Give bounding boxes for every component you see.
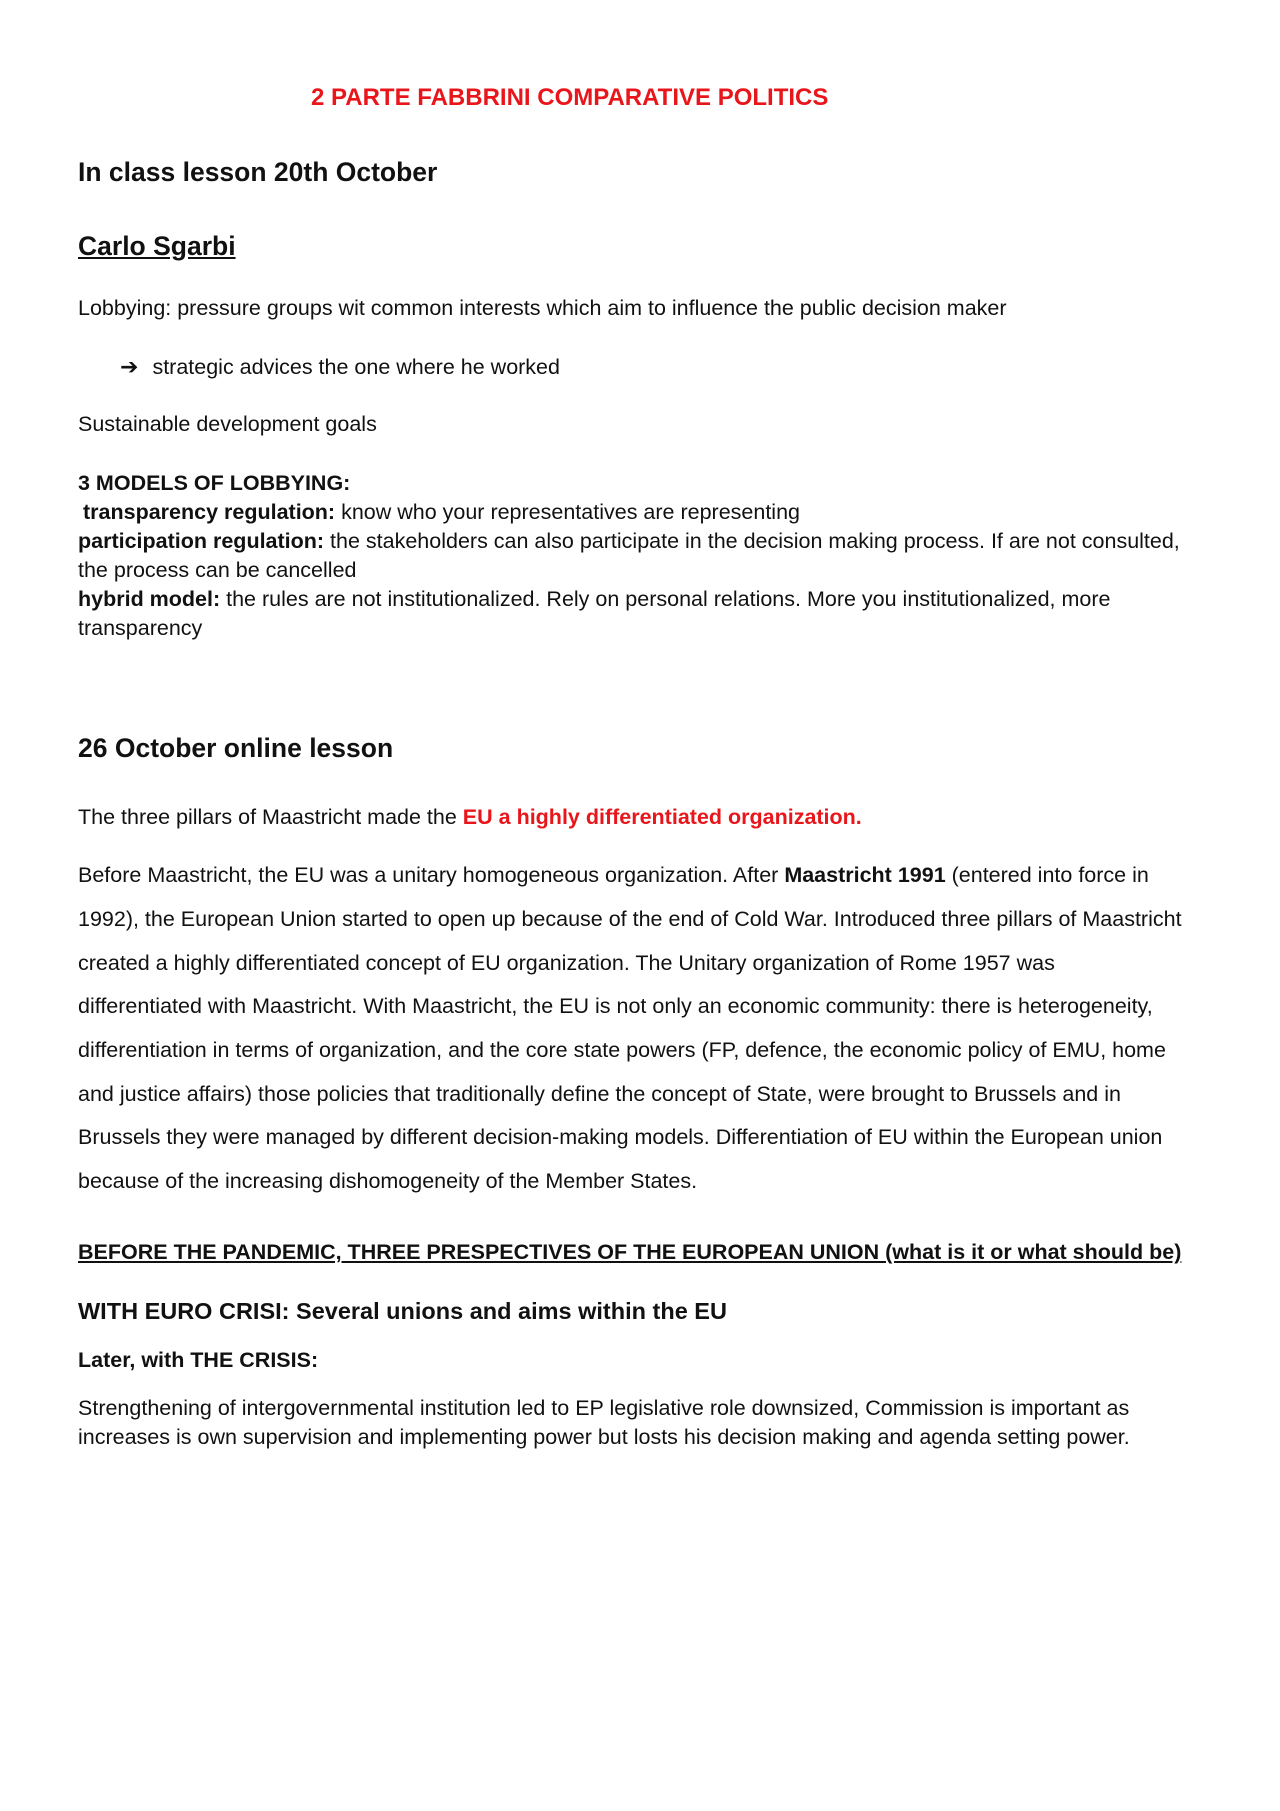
model-participation <box>78 529 1180 554</box>
model-participation-cont: the process can be cancelled <box>78 558 357 582</box>
model-text: the rules are not institutionalized. Rely on personal relations. More you institutionalized, more <box>220 587 1111 611</box>
para-line-4: differentiated with Maastricht. With Maastricht, the EU is not only an economic community: there is heterogeneity, <box>78 994 1153 1018</box>
bullet-text: strategic advices the one where he worked <box>152 355 560 379</box>
speaker-name: Carlo Sgarbi <box>78 231 236 261</box>
model-hybrid-cont: transparency <box>78 616 203 640</box>
model-text: the stakeholders can also participate in the decision making process. If are not consulted, <box>324 529 1180 553</box>
later-heading: Later, with THE CRISIS: <box>78 1348 319 1372</box>
para-text: (entered into force in <box>945 863 1149 887</box>
para-line-1 <box>78 863 1149 888</box>
para-line-5: differentiation in terms of organization, and the core state powers (FP, defence, the economic policy of EMU, home <box>78 1038 1166 1062</box>
euro-crisis-heading: WITH EURO CRISI: Several unions and aims within the EU <box>78 1298 727 1324</box>
model-label: transparency regulation: <box>83 500 336 524</box>
lobbying-definition: Lobbying: pressure groups wit common interests which aim to influence the public decision maker <box>78 296 1007 320</box>
intro-text: The three pillars of Maastricht made the <box>78 805 463 829</box>
intro-highlight: EU a highly differentiated organization. <box>462 805 862 829</box>
para-text: Before Maastricht, the EU was a unitary homogeneous organization. After <box>78 863 785 887</box>
para-line-2: 1992), the European Union started to open up because of the end of Cold War. Introduced three pillars of Maastricht <box>78 907 1182 931</box>
model-label: hybrid model: <box>78 587 221 611</box>
model-text: know who your representatives are representing <box>335 500 800 524</box>
model-label: participation regulation: <box>78 529 325 553</box>
model-hybrid <box>78 587 1111 612</box>
perspectives-heading: BEFORE THE PANDEMIC, THREE PRESPECTIVES OF THE EUROPEAN UNION (what is it or what should be) <box>78 1240 1182 1264</box>
closing-line-1: Strengthening of intergovernmental institution led to EP legislative role downsized, Commission is important as <box>78 1396 1130 1420</box>
para-line-3: created a highly differentiated concept of EU organization. The Unitary organization of Rome 1957 was <box>78 951 1055 975</box>
para-line-6: and justice affairs) those policies that traditionally define the concept of State, were brought to Brussels and in <box>78 1082 1121 1106</box>
arrow-right-icon: ➔ <box>120 354 139 379</box>
intro-line <box>78 805 862 830</box>
para-line-8: because of the increasing dishomogeneity of the Member States. <box>78 1169 698 1193</box>
document-title: 2 PARTE FABBRINI COMPARATIVE POLITICS <box>311 84 829 111</box>
section-heading-20-october: In class lesson 20th October <box>78 157 438 187</box>
model-transparency <box>83 500 800 525</box>
sdg-text: Sustainable development goals <box>78 412 377 436</box>
para-bold: Maastricht 1991 <box>784 863 946 887</box>
bullet-item <box>78 354 560 380</box>
section-heading-26-october: 26 October online lesson <box>78 733 394 763</box>
models-heading: 3 MODELS OF LOBBYING: <box>78 471 351 495</box>
closing-line-2: increases is own supervision and implementing power but losts his decision making and agenda setting power. <box>78 1425 1130 1449</box>
para-line-7: Brussels they were managed by different decision-making models. Differentiation of EU within the European union <box>78 1125 1163 1149</box>
